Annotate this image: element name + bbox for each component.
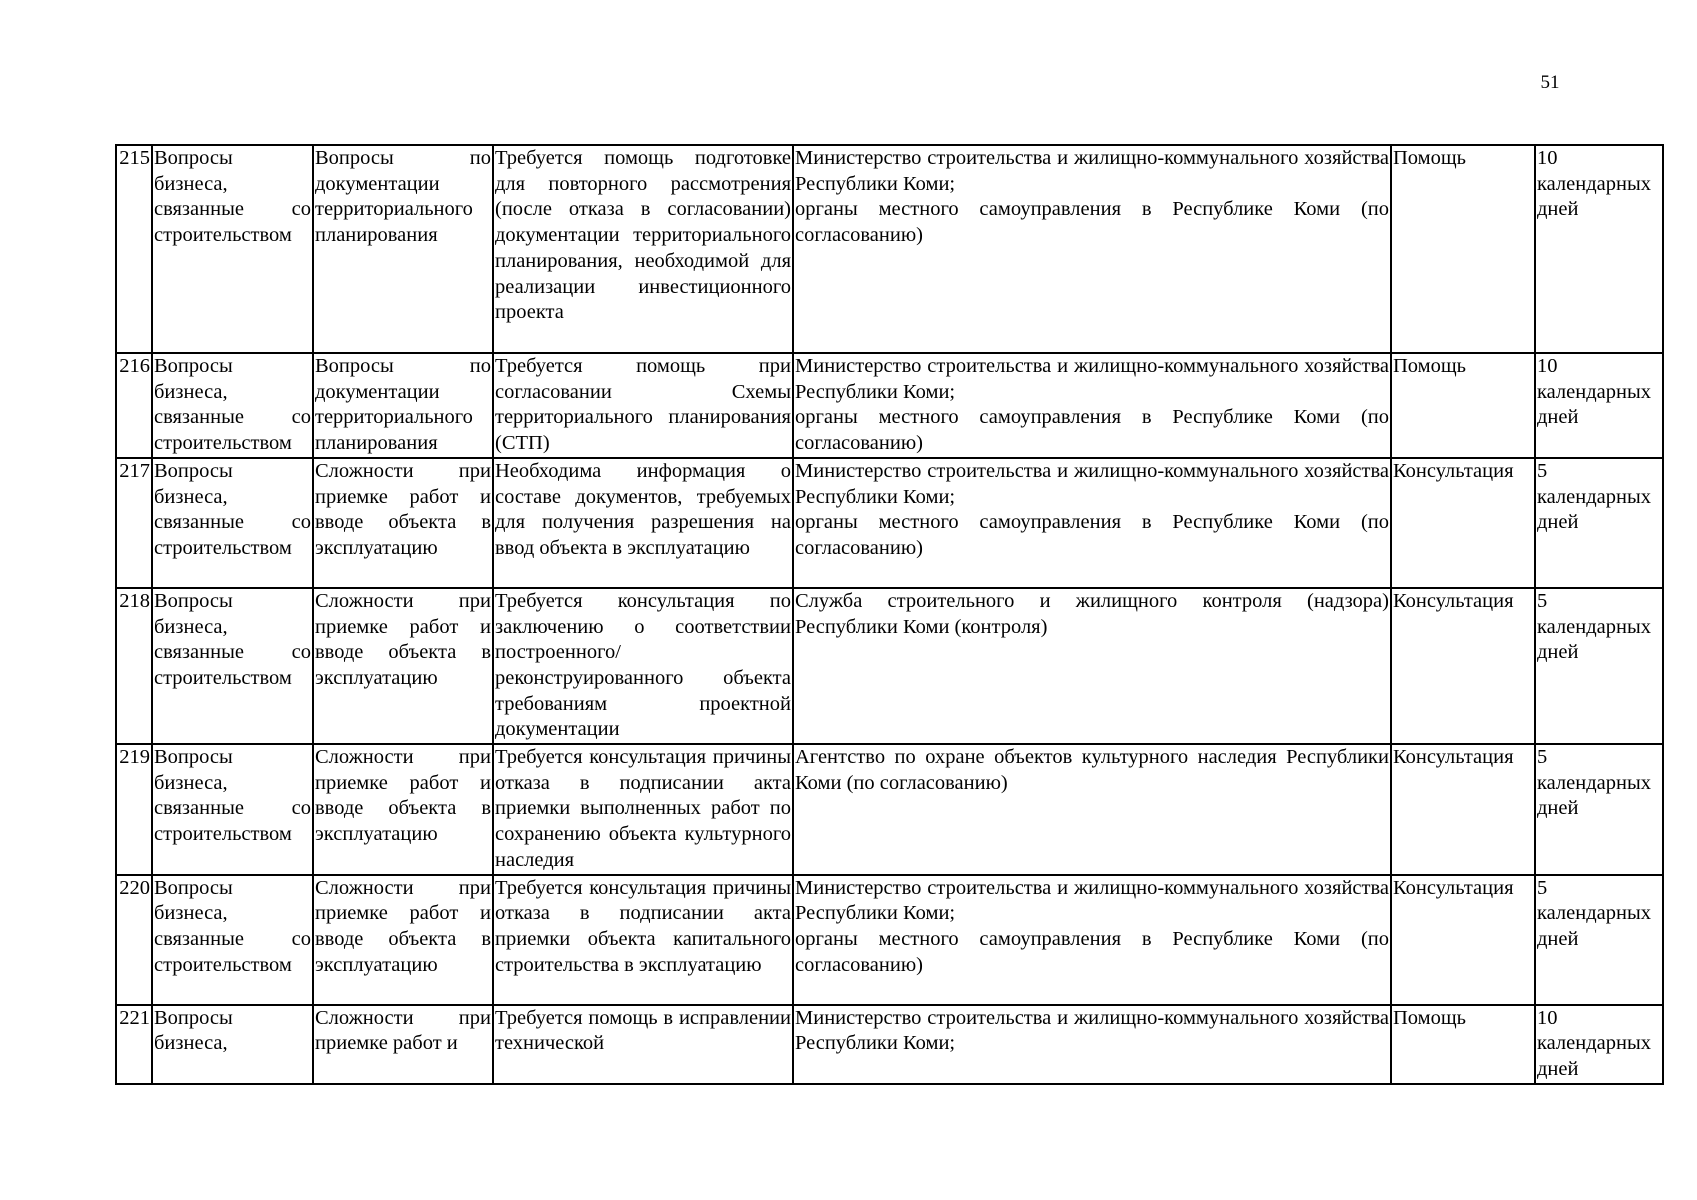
row-number: 215 [116,145,152,353]
responsible-authority: Министерство строительства и жилищно-коммунального хозяйства Республики Коми; органы местного самоуправления в Республике Коми (по согласованию) [793,353,1391,458]
responsible-authority: Министерство строительства и жилищно-коммунального хозяйства Республики Коми; органы местного самоуправления в Республике Коми (по согласованию) [793,458,1391,588]
issue-topic: Сложности при приемке работ и вводе объекта в эксплуатацию [313,875,493,1005]
business-category: Вопросы бизнеса, связанные со строительством [152,875,313,1005]
response-term: 10 календарных дней [1535,145,1663,353]
business-category: Вопросы бизнеса, связанные со строительством [152,588,313,744]
issue-topic: Сложности при приемке работ и [313,1005,493,1084]
table-row [116,353,1663,458]
table-row [116,875,1663,1005]
business-category: Вопросы бизнеса, связанные со строительством [152,458,313,588]
request-description: Требуется консультация причины отказа в подписании акта приемки объекта капитального строительства в эксплуатацию [493,875,793,1005]
response-term: 5 календарных дней [1535,875,1663,1005]
row-number: 216 [116,353,152,458]
business-category: Вопросы бизнеса, связанные со строительством [152,145,313,353]
page-number: 51 [1540,72,1560,93]
table-row [116,145,1663,353]
request-description: Требуется помощь в исправлении технической [493,1005,793,1084]
business-category: Вопросы бизнеса, [152,1005,313,1084]
response-term: 5 календарных дней [1535,588,1663,744]
request-description: Требуется консультация по заключению о соответствии построенного/реконструированного объекта требованиям проектной документации [493,588,793,744]
support-type: Консультация [1391,875,1535,1005]
response-term: 10 календарных дней [1535,353,1663,458]
business-category: Вопросы бизнеса, связанные со строительством [152,744,313,875]
business-category: Вопросы бизнеса, связанные со строительством [152,353,313,458]
request-description: Необходима информация о составе документов, требуемых для получения разрешения на ввод объекта в эксплуатацию [493,458,793,588]
responsible-authority: Министерство строительства и жилищно-коммунального хозяйства Республики Коми; органы местного самоуправления в Республике Коми (по согласованию) [793,875,1391,1005]
issue-topic: Вопросы по документации территориального планирования [313,353,493,458]
request-description: Требуется помощь при согласовании Схемы территориального планирования (СТП) [493,353,793,458]
issue-topic: Сложности при приемке работ и вводе объекта в эксплуатацию [313,588,493,744]
table-row [116,458,1663,588]
support-type: Консультация [1391,744,1535,875]
services-table [115,144,1664,1085]
row-number: 221 [116,1005,152,1084]
response-term: 5 календарных дней [1535,744,1663,875]
row-number: 218 [116,588,152,744]
row-number: 219 [116,744,152,875]
responsible-authority: Служба строительного и жилищного контроля (надзора) Республики Коми (контроля) [793,588,1391,744]
response-term: 10 календарных дней [1535,1005,1663,1084]
support-type: Помощь [1391,1005,1535,1084]
row-number: 220 [116,875,152,1005]
request-description: Требуется помощь подготовке для повторного рассмотрения (после отказа в согласовании) документации территориального планирования, необходимой для реализации инвестиционного проекта [493,145,793,353]
responsible-authority: Министерство строительства и жилищно-коммунального хозяйства Республики Коми; [793,1005,1391,1084]
support-type: Консультация [1391,588,1535,744]
row-number: 217 [116,458,152,588]
support-type: Помощь [1391,353,1535,458]
table-row [116,1005,1663,1084]
issue-topic: Сложности при приемке работ и вводе объекта в эксплуатацию [313,744,493,875]
table-row [116,744,1663,875]
request-description: Требуется консультация причины отказа в подписании акта приемки выполненных работ по сохранению объекта культурного наследия [493,744,793,875]
responsible-authority: Агентство по охране объектов культурного наследия Республики Коми (по согласованию) [793,744,1391,875]
support-type: Консультация [1391,458,1535,588]
table-row [116,588,1663,744]
issue-topic: Сложности при приемке работ и вводе объекта в эксплуатацию [313,458,493,588]
support-type: Помощь [1391,145,1535,353]
response-term: 5 календарных дней [1535,458,1663,588]
issue-topic: Вопросы по документации территориального планирования [313,145,493,353]
responsible-authority: Министерство строительства и жилищно-коммунального хозяйства Республики Коми; органы местного самоуправления в Республике Коми (по согласованию) [793,145,1391,353]
